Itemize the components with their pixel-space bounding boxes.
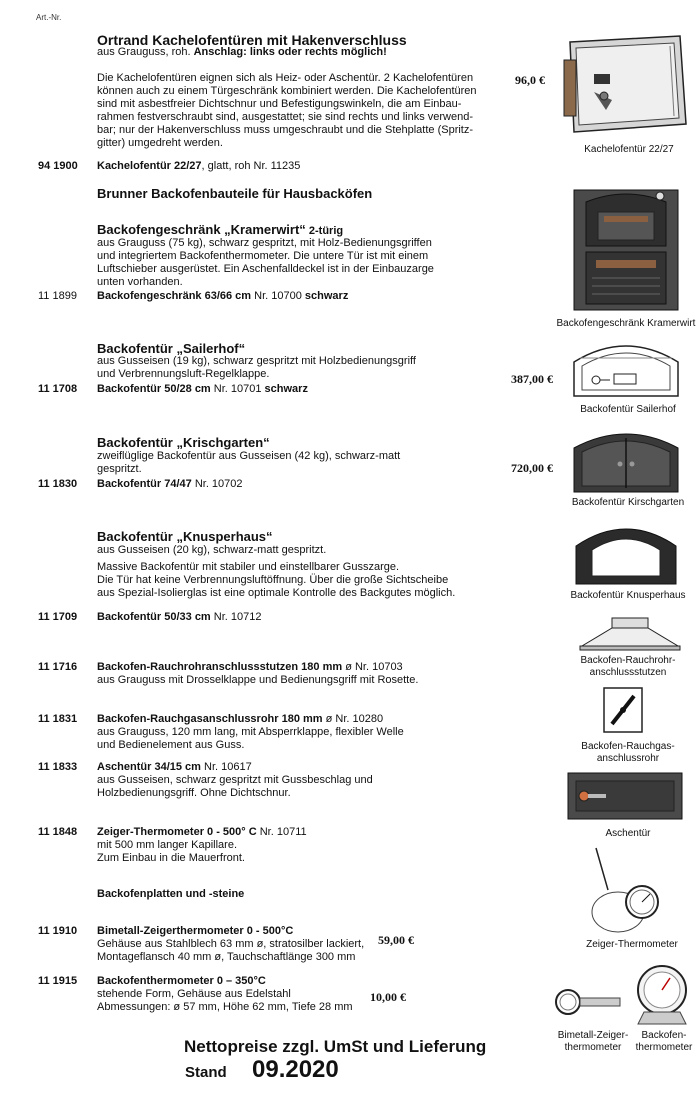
platten-heading: Backofenplatten und -steine bbox=[97, 888, 245, 900]
backofenthermo-product-line: Backofenthermometer 0 – 350°C bbox=[97, 975, 266, 987]
kramerwirt-image bbox=[572, 186, 680, 312]
knusperhaus-image bbox=[574, 522, 678, 586]
kramerwirt-art-nr: 11 1899 bbox=[38, 290, 77, 302]
rauchrohr-caption: Backofen-Rauchrohr- anschlussstutzen bbox=[580, 655, 676, 678]
rauchrohr-art-nr: 11 1716 bbox=[38, 661, 78, 673]
sailerhof-description: aus Gusseisen (19 kg), schwarz gespritzt mit Holzbedienungsgriff und Verbrennungsluft-Regelklappe. bbox=[97, 355, 416, 380]
zeiger-art-nr: 11 1848 bbox=[38, 826, 78, 838]
krischgarten-art-nr: 11 1830 bbox=[38, 478, 78, 490]
zeiger-caption: Zeiger-Thermometer bbox=[586, 939, 678, 950]
rauchrohr-description: aus Grauguss mit Drosselklappe und Bedienungsgriff mit Rosette. bbox=[97, 674, 419, 686]
rauchrohr-image bbox=[578, 616, 682, 652]
sailerhof-product-line: Backofentür 50/28 cm Nr. 10701 schwarz bbox=[97, 383, 308, 395]
aschentuer-art-nr: 11 1833 bbox=[38, 761, 78, 773]
kachelofen-caption: Kachelofentür 22/27 bbox=[584, 144, 674, 155]
footer-stand-label: Stand bbox=[185, 1064, 227, 1081]
art-nr-column-header: Art.-Nr. bbox=[36, 13, 62, 22]
kramerwirt-description: aus Grauguss (75 kg), schwarz gespritzt, mit Holz-Bedienungsgriffen und integriertem Backofenthermometer. Die untere Tür ist mit einem Luftschieber ausgerüstet. Ein Aschenfalldeckel ist in der Einbauzarge unten vorhanden. bbox=[97, 237, 434, 288]
sailerhof-title: Backofentür „Sailerhof“ bbox=[97, 341, 246, 356]
kramerwirt-title: Backofengeschränk „Kramerwirt“ 2-türig bbox=[97, 222, 344, 237]
krischgarten-image bbox=[570, 426, 682, 496]
knusperhaus-art-nr: 11 1709 bbox=[38, 611, 78, 623]
rauchgas-caption: Backofen-Rauchgas- anschlussrohr bbox=[581, 741, 675, 764]
aschentuer-image bbox=[566, 771, 684, 821]
sailerhof-caption: Backofentür Sailerhof bbox=[580, 404, 676, 415]
sailerhof-art-nr: 11 1708 bbox=[38, 383, 78, 395]
sailerhof-price: 387,00 € bbox=[511, 372, 553, 386]
backofenthermo-price: 10,00 € bbox=[370, 990, 406, 1004]
bimetall-product-line: Bimetall-Zeigerthermometer 0 - 500°C bbox=[97, 925, 294, 937]
knusperhaus-title: Backofentür „Knusperhaus“ bbox=[97, 529, 273, 544]
rauchrohr-product-line: Backofen-Rauchrohranschlussstutzen 180 mm ø Nr. 10703 bbox=[97, 661, 403, 673]
kachelofen-description: Die Kachelofentüren eignen sich als Heiz- oder Aschentür. 2 Kachelofentüren können auch zu einem Türgeschränk kombiniert werden. Die Kachelofentüren sind mit asbestfreier Dichtschnur und Befestigungswinkeln, die am Einbau- rahmen festverschraubt sind, ausgestattet; sie sind rechts und links verwend- bar; nur der Hakenverschluss muss umgeschraubt und die Stehplatte (Spritz- gitter) umgedreht werden. bbox=[97, 72, 477, 149]
aschentuer-caption: Aschentür bbox=[605, 828, 651, 839]
kachelofen-title: Ortrand Kachelofentüren mit Hakenverschluss bbox=[97, 32, 407, 48]
bimetall-caption: Bimetall-Zeiger- thermometer bbox=[557, 1030, 629, 1053]
knusperhaus-product-line: Backofentür 50/33 cm Nr. 10712 bbox=[97, 611, 262, 623]
krischgarten-description: zweiflüglige Backofentür aus Gusseisen (42 kg), schwarz-matt gespritzt. bbox=[97, 450, 401, 475]
backofenthermo-art-nr: 11 1915 bbox=[38, 975, 78, 987]
kachelofen-art-nr: 94 1900 bbox=[38, 160, 78, 172]
krischgarten-price: 720,00 € bbox=[511, 461, 553, 475]
backofenthermo-image bbox=[634, 962, 690, 1026]
knusperhaus-description: aus Gusseisen (20 kg), schwarz-matt gespritzt. Massive Backofentür mit stabiler und einstellbarer Gusszarge. Die Tür hat keine Verbrennungsluftöffnung. Über die große Sichtscheibe aus Spezial-Isolierglas ist eine optimale Kontrolle des Backgutes möglich. bbox=[97, 544, 456, 599]
footer-date: 09.2020 bbox=[252, 1056, 339, 1083]
rauchgas-art-nr: 11 1831 bbox=[38, 713, 78, 725]
sailerhof-image bbox=[570, 338, 682, 402]
backofenthermo-description: stehende Form, Gehäuse aus Edelstahl Abmessungen: ø 57 mm, Höhe 62 mm, Tiefe 28 mm bbox=[97, 988, 353, 1013]
footer-net-prices: Nettopreise zzgl. UmSt und Lieferung bbox=[184, 1037, 487, 1056]
krischgarten-caption: Backofentür Kirschgarten bbox=[571, 497, 685, 508]
brunner-heading: Brunner Backofenbauteile für Hausbacköfen bbox=[97, 186, 373, 201]
bimetall-description: Gehäuse aus Stahlblech 63 mm ø, stratosilber lackiert, Montageflansch 40 mm ø, Tauchschaftlänge 300 mm bbox=[97, 938, 365, 963]
kachelofen-door-image bbox=[560, 34, 690, 136]
rauchgas-product-line: Backofen-Rauchgasanschlussrohr 180 mm ø Nr. 10280 bbox=[97, 713, 384, 725]
rauchgas-description: aus Grauguss, 120 mm lang, mit Absperrklappe, flexibler Welle und Bedienelement aus Guss. bbox=[97, 726, 404, 751]
kramerwirt-product-line: Backofengeschränk 63/66 cm Nr. 10700 schwarz bbox=[97, 290, 349, 302]
kachelofen-price: 96,0 € bbox=[515, 73, 545, 87]
kramerwirt-caption: Backofengeschränk Kramerwirt bbox=[556, 318, 696, 329]
zeiger-product-line: Zeiger-Thermometer 0 - 500° C Nr. 10711 bbox=[97, 826, 307, 838]
aschentuer-description: aus Gusseisen, schwarz gespritzt mit Gussbeschlag und Holzbedienungsgriff. Ohne Dichtschnur. bbox=[97, 774, 373, 799]
knusperhaus-caption: Backofentür Knusperhaus bbox=[570, 590, 686, 601]
bimetall-art-nr: 11 1910 bbox=[38, 925, 78, 937]
aschentuer-product-line: Aschentür 34/15 cm Nr. 10617 bbox=[97, 761, 252, 773]
kachelofen-product-line: Kachelofentür 22/27, glatt, roh Nr. 11235 bbox=[97, 160, 301, 172]
bimetall-price: 59,00 € bbox=[378, 933, 414, 947]
kachelofen-subtitle: aus Grauguss, roh. Anschlag: links oder rechts möglich! bbox=[97, 46, 387, 58]
bimetall-image bbox=[554, 978, 624, 1022]
zeiger-image bbox=[580, 846, 680, 936]
backofenthermo-caption: Backofen- thermometer bbox=[635, 1030, 693, 1053]
krischgarten-product-line: Backofentür 74/47 Nr. 10702 bbox=[97, 478, 243, 490]
zeiger-description: mit 500 mm langer Kapillare. Zum Einbau in die Mauerfront. bbox=[97, 839, 245, 864]
rauchgas-image bbox=[602, 686, 644, 734]
krischgarten-title: Backofentür „Krischgarten“ bbox=[97, 435, 270, 450]
